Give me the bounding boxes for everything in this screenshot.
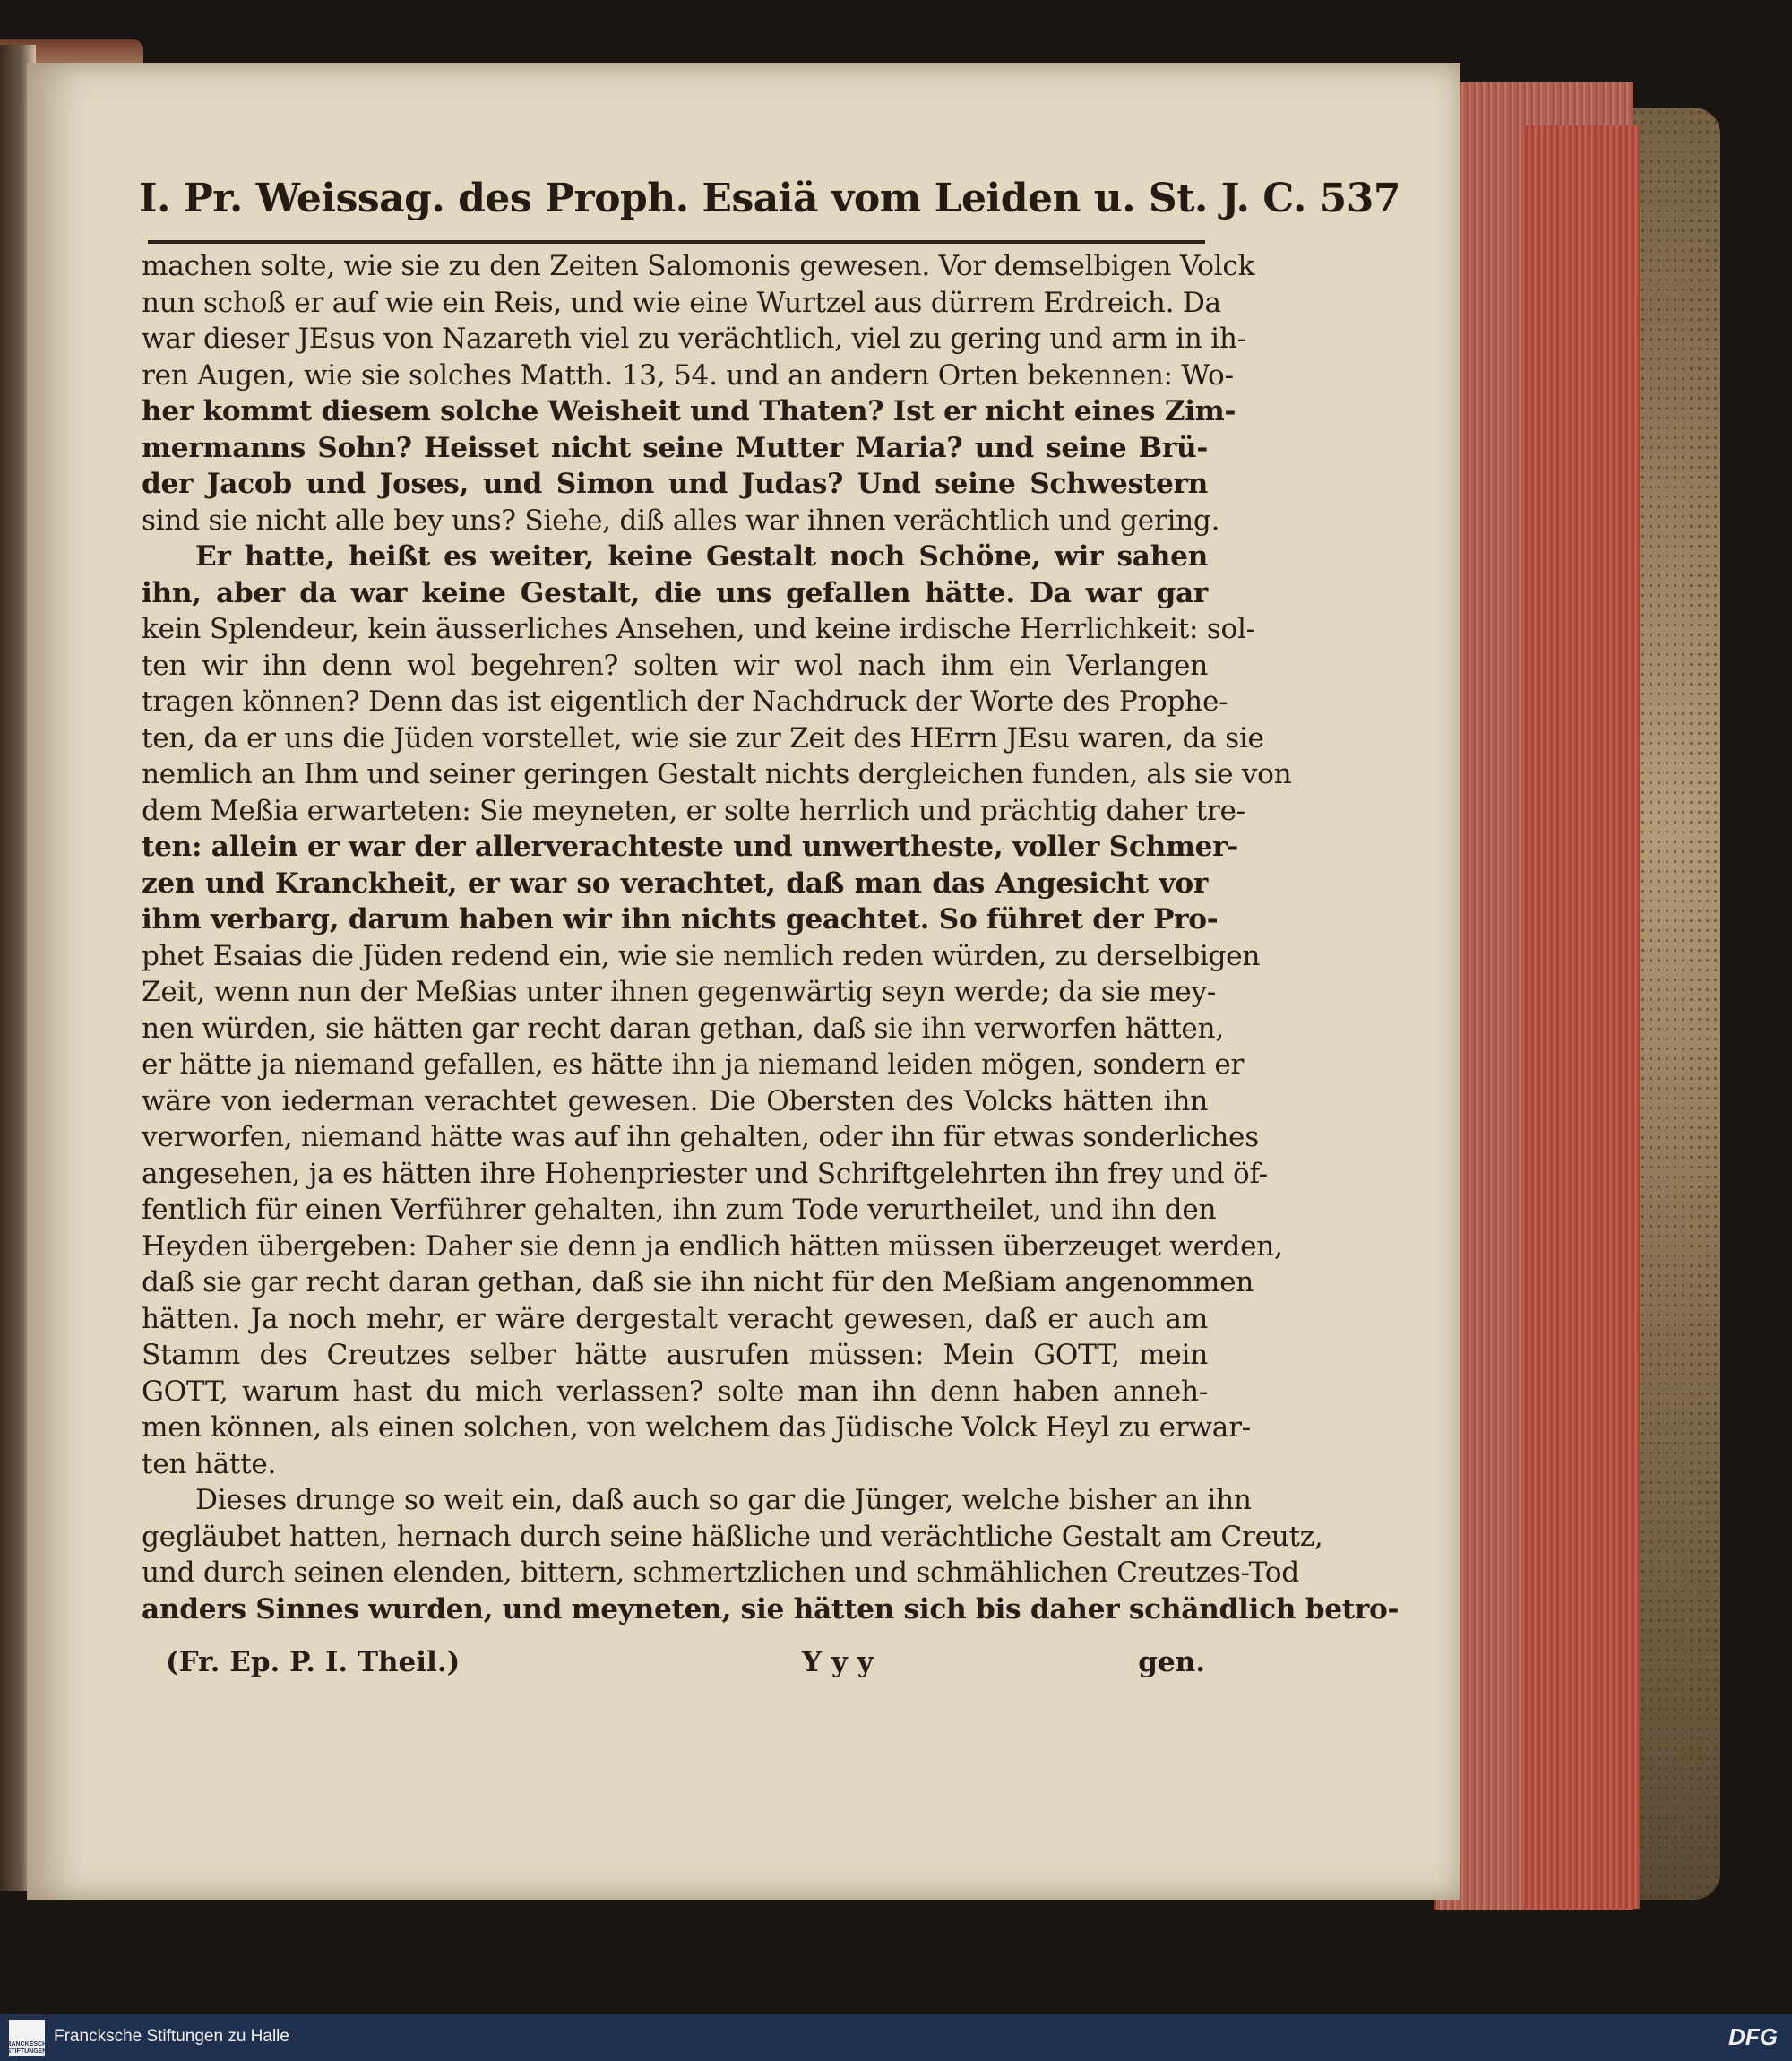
text-line: dem Meßia erwarteten: Sie meyneten, er solte herrlich und prächtig daher tre- bbox=[142, 794, 1245, 827]
text-line: nen würden, sie hätten gar recht daran gethan, daß sie ihn verworfen hätten, bbox=[142, 1012, 1224, 1045]
running-head: I. Pr. Weissag. des Proph. Esaiä vom Leiden u. St. J. C. 537 bbox=[139, 176, 1400, 221]
book-cover-back bbox=[1631, 108, 1720, 1900]
text-line: her kommt diesem solche Weisheit und Thaten? Ist er nicht eines Zim- bbox=[142, 395, 1236, 427]
text-line: ren Augen, wie sie solches Matth. 13, 54. und an andern Orten bekennen: Wo- bbox=[142, 358, 1234, 392]
page-footer bbox=[166, 1646, 1223, 1686]
text-line: kein Splendeur, kein äusserliches Ansehen, und keine irdische Herrlichkeit: sol- bbox=[142, 613, 1255, 645]
institution-logo[interactable]: FRANCKESCHE STIFTUNGEN bbox=[9, 2020, 45, 2056]
text-line: Heyden übergeben: Daher sie denn ja endlich hätten müssen überzeuget werden, bbox=[142, 1229, 1283, 1263]
text-line: GOTT, warum hast du mich verlassen? solte man ihn denn haben anneh- bbox=[142, 1375, 1208, 1408]
text-line: nemlich an Ihm und seiner geringen Gestalt nichts dergleichen funden, als sie von bbox=[142, 758, 1292, 790]
text-line: phet Esaias die Jüden redend ein, wie sie nemlich reden würden, zu derselbigen bbox=[142, 939, 1261, 972]
text-line: fentlich für einen Verführer gehalten, ihn zum Tode verurtheilet, und ihn den bbox=[142, 1194, 1217, 1226]
text-line: hätten. Ja noch mehr, er wäre dergestalt veracht gewesen, daß er auch am bbox=[142, 1302, 1208, 1335]
text-line: verworfen, niemand hätte was auf ihn gehalten, oder ihn für etwas sonderliches bbox=[142, 1121, 1259, 1153]
header-rule bbox=[148, 240, 1205, 244]
text-line: daß sie gar recht daran gethan, daß sie ihn nicht für den Meßiam angenommen bbox=[142, 1266, 1254, 1298]
text-line: men können, als einen solchen, von welchem das Jüdische Volck Heyl zu erwar- bbox=[142, 1411, 1251, 1444]
text-line: machen solte, wie sie zu den Zeiten Salomonis gewesen. Vor demselbigen Volck bbox=[142, 250, 1255, 282]
text-line: angesehen, ja es hätten ihre Hohenpriester und Schriftgelehrten ihn frey und öf- bbox=[142, 1157, 1268, 1190]
gathering-mark: Y y y bbox=[802, 1646, 874, 1678]
text-line: Zeit, wenn nun der Meßias unter ihnen gegenwärtig seyn werde; da sie mey- bbox=[142, 976, 1217, 1008]
text-line: zen und Kranckheit, er war so verachtet, daß man das Angesicht vor bbox=[142, 867, 1208, 900]
text-line: mermanns Sohn? Heisset nicht seine Mutter Maria? und seine Brü- bbox=[142, 431, 1208, 464]
page-edges-red bbox=[1523, 125, 1640, 1909]
text-line: ten, da er uns die Jüden vorstellet, wie sie zur Zeit des HErrn JEsu waren, da sie bbox=[142, 721, 1264, 755]
text-line: Dieses drunge so weit ein, daß auch so gar die Jünger, welche bisher an ihn bbox=[195, 1484, 1252, 1516]
body-text bbox=[142, 248, 1400, 1627]
text-line: war dieser JEsus von Nazareth viel zu verächtlich, viel zu gering und arm in ih- bbox=[142, 323, 1246, 355]
dfg-logo[interactable]: DFG bbox=[1728, 2023, 1778, 2050]
text-line: Er hatte, heißt es weiter, keine Gestalt noch Schöne, wir sahen bbox=[195, 540, 1208, 573]
text-line: tragen können? Denn das ist eigentlich der Nachdruck der Worte des Prophe- bbox=[142, 686, 1228, 718]
text-line: der Jacob und Joses, und Simon und Judas? Und seine Schwestern bbox=[142, 468, 1208, 500]
text-line: ten wir ihn denn wol begehren? solten wir wol nach ihm ein Verlangen bbox=[142, 649, 1208, 682]
footer-bar bbox=[0, 2014, 1792, 2061]
text-line: er hätte ja niemand gefallen, es hätte ihn ja niemand leiden mögen, sondern er bbox=[142, 1048, 1245, 1081]
text-line: anders Sinnes wurden, und meyneten, sie hätten sich bis daher schändlich betro- bbox=[142, 1592, 1400, 1626]
signature-mark: (Fr. Ep. P. I. Theil.) bbox=[166, 1646, 461, 1678]
catchword: gen. bbox=[1138, 1646, 1205, 1678]
text-line: und durch seinen elenden, bittern, schmertzlichen und schmählichen Creutzes-Tod bbox=[142, 1557, 1299, 1589]
text-line: ten hätte. bbox=[142, 1447, 277, 1480]
institution-name: Francksche Stiftungen zu Halle bbox=[54, 2027, 289, 2046]
text-line: ten: allein er war der allerverachteste und unwertheste, voller Schmer- bbox=[142, 831, 1238, 863]
text-line: ihm verbarg, darum haben wir ihn nichts geachtet. So führet der Pro- bbox=[142, 903, 1219, 936]
text-line: sind sie nicht alle bey uns? Siehe, diß alles war ihnen verächtlich und gering. bbox=[142, 504, 1220, 537]
text-line: gegläubet hatten, hernach durch seine häßliche und verächtliche Gestalt am Creutz, bbox=[142, 1520, 1323, 1553]
text-line: wäre von iederman verachtet gewesen. Die Obersten des Volcks hätten ihn bbox=[142, 1084, 1208, 1117]
text-line: nun schoß er auf wie ein Reis, und wie eine Wurtzel aus dürrem Erdreich. Da bbox=[142, 286, 1221, 319]
text-line: ihn, aber da war keine Gestalt, die uns gefallen hätte. Da war gar bbox=[142, 576, 1208, 609]
text-line: Stamm des Creutzes selber hätte ausrufen müssen: Mein GOTT, mein bbox=[142, 1339, 1208, 1371]
